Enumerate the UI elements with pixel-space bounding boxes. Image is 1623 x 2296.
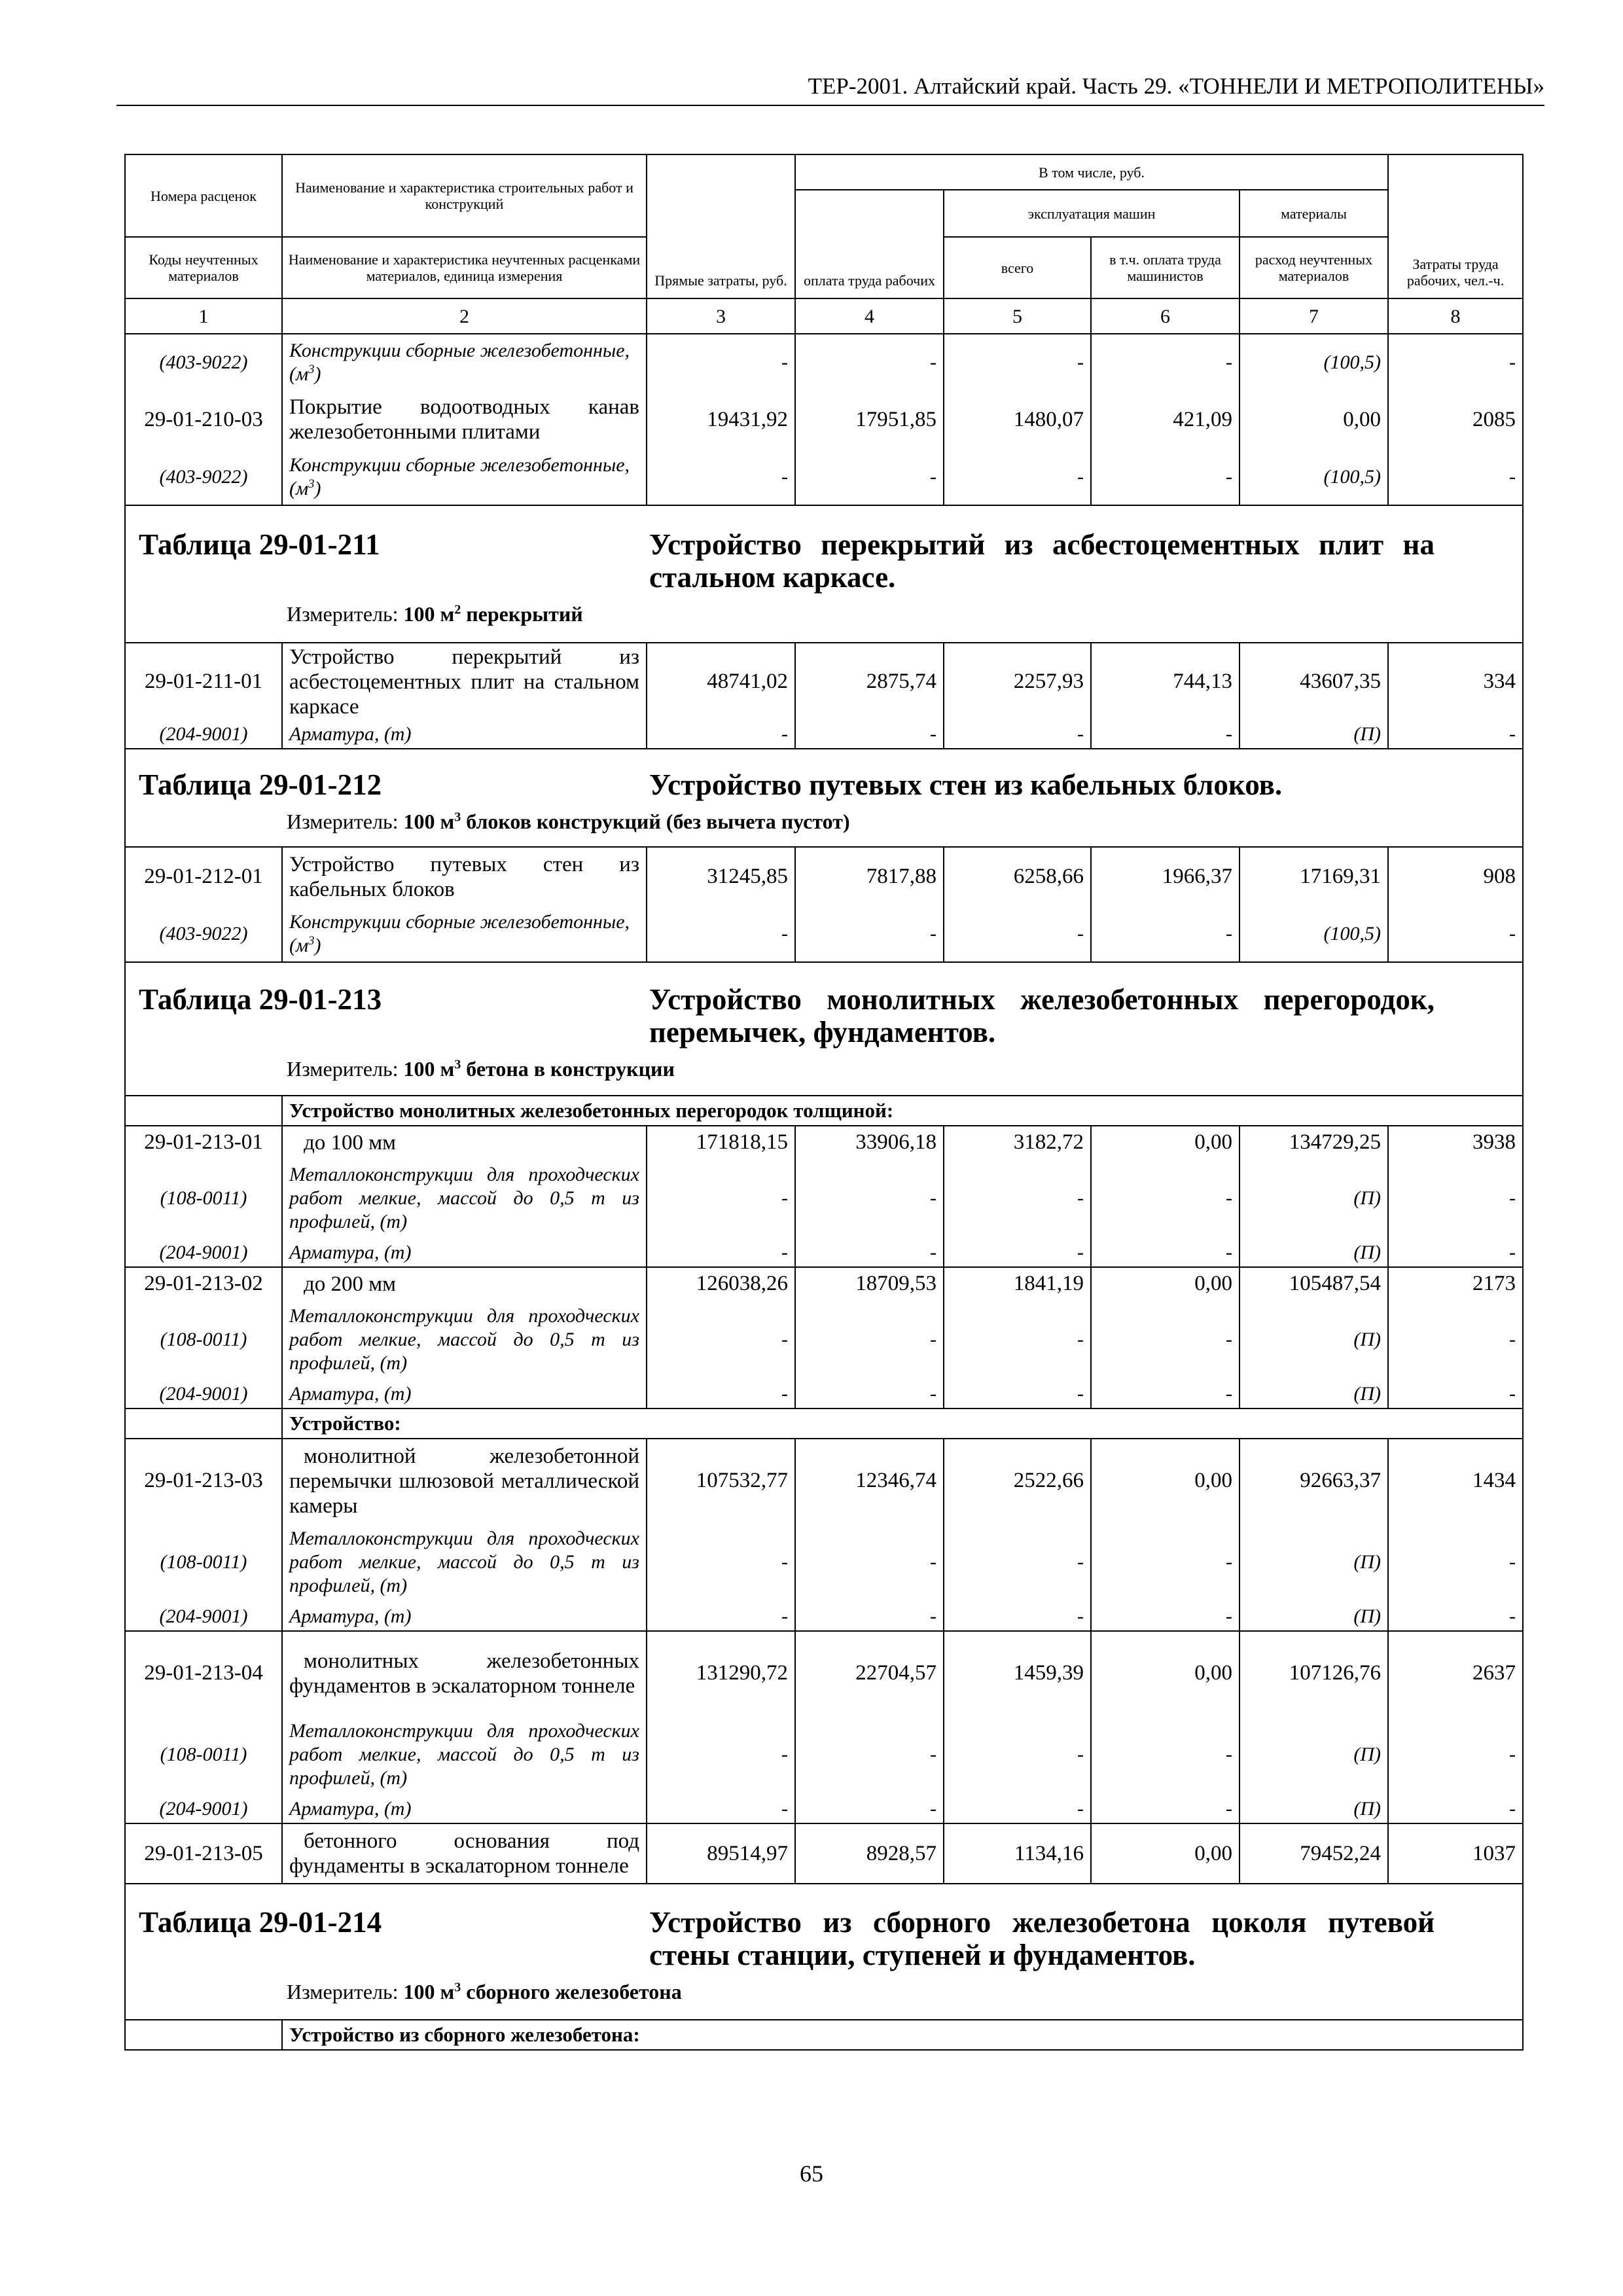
table-heading [125, 749, 1523, 847]
material-consumption: (П) [1240, 1158, 1388, 1238]
material-code: (403-9022) [125, 906, 282, 962]
machinist-pay: 744,13 [1091, 643, 1240, 720]
table-row [125, 390, 1523, 449]
cell-dash: - [944, 906, 1091, 962]
rate-code: 29-01-211-01 [125, 643, 282, 720]
table-number: Таблица 29-01-212 [139, 768, 382, 801]
table-row [125, 847, 1523, 906]
rate-desc: монолитной железобетонной перемычки шлюзовой металлической камеры [282, 1439, 647, 1522]
table-measure: Измеритель: 100 $м^3$ бетона в конструкции [287, 1057, 675, 1081]
labor-hours: 2085 [1388, 390, 1523, 449]
material-row [125, 1602, 1523, 1631]
cell-dash: - [1388, 449, 1523, 505]
materials: 43607,35 [1240, 643, 1388, 720]
rate-code: 29-01-213-05 [125, 1823, 282, 1884]
rate-desc: Устройство путевых стен из кабельных блоков [282, 847, 647, 906]
material-desc: Арматура, (т) [282, 1795, 647, 1823]
direct-costs: 107532,77 [647, 1439, 795, 1522]
machinist-pay: 1966,37 [1091, 847, 1240, 906]
material-consumption: (100,5) [1240, 449, 1388, 505]
cell-dash: - [647, 1522, 795, 1602]
table-heading [125, 1884, 1523, 2020]
header-machines: эксплуатация машин [944, 190, 1240, 237]
direct-costs: 126038,26 [647, 1267, 795, 1300]
cell-dash: - [1388, 1300, 1523, 1380]
material-consumption: (П) [1240, 1602, 1388, 1631]
cell-dash: - [1388, 1380, 1523, 1408]
cell-dash: - [944, 1158, 1091, 1238]
cell-dash: - [1091, 449, 1240, 505]
labor-hours: 334 [1388, 643, 1523, 720]
labor-hours: 2173 [1388, 1267, 1523, 1300]
table-measure: Измеритель: 100 $м^2$ перекрытий [287, 602, 583, 626]
rate-code: 29-01-210-03 [125, 390, 282, 449]
running-head: ТЕР-2001. Алтайский край. Часть 29. «ТОННЕЛИ И МЕТРОПОЛИТЕНЫ» [808, 73, 1544, 99]
machines-total: 6258,66 [944, 847, 1091, 906]
cell-dash: - [944, 1380, 1091, 1408]
cell-dash: - [944, 1602, 1091, 1631]
cell-dash: - [795, 1380, 944, 1408]
rate-desc: монолитных железобетонных фундаментов в эскалаторном тоннеле [282, 1631, 647, 1715]
direct-costs: 31245,85 [647, 847, 795, 906]
material-row [125, 449, 1523, 505]
table-number: Таблица 29-01-211 [139, 528, 380, 561]
cell-dash: - [944, 1715, 1091, 1795]
material-code: (108-0011) [125, 1158, 282, 1238]
cell-dash: - [795, 1158, 944, 1238]
material-code: (204-9001) [125, 1238, 282, 1267]
cell-dash: - [944, 720, 1091, 749]
header-col6: в т.ч. оплата труда машинистов [1091, 237, 1240, 298]
cell-dash: - [944, 1795, 1091, 1823]
rate-desc: бетонного основания под фундаменты в эскалаторном тоннеле [282, 1823, 647, 1884]
table-heading [125, 962, 1523, 1096]
table-title: Устройство путевых стен из кабельных блоков. [649, 768, 1283, 801]
col-number: 8 [1388, 298, 1523, 334]
labor-hours: 1037 [1388, 1823, 1523, 1884]
material-row [125, 1238, 1523, 1267]
material-code: (403-9022) [125, 449, 282, 505]
material-desc: Конструкции сборные железобетонные, $(м^3)$ [282, 449, 647, 505]
labor-hours: 2637 [1388, 1631, 1523, 1715]
subheading-row [125, 2020, 1523, 2050]
cell-dash: - [647, 334, 795, 390]
material-code: (204-9001) [125, 720, 282, 749]
cell-dash: - [944, 449, 1091, 505]
material-desc: Конструкции сборные железобетонные, $(м^3)$ [282, 334, 647, 390]
cell-dash: - [944, 334, 1091, 390]
header-col1-bottom: Коды неучтенных материалов [125, 237, 282, 298]
machines-total: 1134,16 [944, 1823, 1091, 1884]
table-row [125, 643, 1523, 720]
table-measure: Измеритель: 100 $м^3$ сборного железобетона [287, 1980, 682, 2003]
table-row [125, 1267, 1523, 1300]
cell-dash: - [795, 906, 944, 962]
cell-dash: - [795, 449, 944, 505]
cell-dash: - [1388, 906, 1523, 962]
cell-dash: - [795, 1795, 944, 1823]
cell-dash: - [1388, 1715, 1523, 1795]
material-desc: Металлоконструкции для проходческих работ мелкие, массой до 0,5 т из профилей, (т) [282, 1300, 647, 1380]
direct-costs: 19431,92 [647, 390, 795, 449]
direct-costs: 131290,72 [647, 1631, 795, 1715]
cell-dash: - [647, 720, 795, 749]
machinist-pay: 0,00 [1091, 1267, 1240, 1300]
labor-pay: 18709,53 [795, 1267, 944, 1300]
rate-desc: до 100 мм [282, 1126, 647, 1158]
machinist-pay: 0,00 [1091, 1823, 1240, 1884]
material-row [125, 1158, 1523, 1238]
header-col7: расход неучтенных материалов [1240, 237, 1388, 298]
subheading: Устройство монолитных железобетонных перегородок толщиной: [282, 1096, 1523, 1126]
material-consumption: (П) [1240, 1522, 1388, 1602]
materials: 105487,54 [1240, 1267, 1388, 1300]
labor-pay: 8928,57 [795, 1823, 944, 1884]
labor-hours: 3938 [1388, 1126, 1523, 1158]
cell-dash: - [795, 1715, 944, 1795]
page-number: 65 [800, 2161, 823, 2187]
header-col1-top: Номера расценок [125, 154, 282, 237]
machines-total: 1480,07 [944, 390, 1091, 449]
material-desc: Арматура, (т) [282, 720, 647, 749]
cell-dash: - [1388, 1238, 1523, 1267]
cell-dash: - [647, 1795, 795, 1823]
table-title: Устройство перекрытий из асбестоцементных плит на стальном каркасе. [649, 528, 1435, 594]
cell-dash: - [1091, 1300, 1240, 1380]
cell-dash: - [1091, 1238, 1240, 1267]
col-number: 6 [1091, 298, 1240, 334]
header-col4: оплата труда рабочих [795, 190, 944, 298]
rate-code: 29-01-213-04 [125, 1631, 282, 1715]
material-consumption: (100,5) [1240, 334, 1388, 390]
material-row [125, 334, 1523, 390]
material-code: (108-0011) [125, 1300, 282, 1380]
subheading: Устройство из сборного железобетона: [282, 2020, 1523, 2050]
subheading: Устройство: [282, 1408, 1523, 1439]
material-consumption: (П) [1240, 1380, 1388, 1408]
cell-dash: - [1091, 1715, 1240, 1795]
material-desc: Арматура, (т) [282, 1602, 647, 1631]
materials: 107126,76 [1240, 1631, 1388, 1715]
col-number: 5 [944, 298, 1091, 334]
col-number: 7 [1240, 298, 1388, 334]
labor-pay: 17951,85 [795, 390, 944, 449]
labor-hours: 908 [1388, 847, 1523, 906]
header-col2-top: Наименование и характеристика строительных работ и конструкций [282, 154, 647, 237]
table-row [125, 1823, 1523, 1884]
price-table [124, 154, 1524, 2051]
material-consumption: (П) [1240, 1238, 1388, 1267]
table-row [125, 1126, 1523, 1158]
cell-dash: - [647, 1715, 795, 1795]
materials: 17169,31 [1240, 847, 1388, 906]
materials: 134729,25 [1240, 1126, 1388, 1158]
machines-total: 2257,93 [944, 643, 1091, 720]
header-col3: Прямые затраты, руб. [647, 154, 795, 298]
materials: 79452,24 [1240, 1823, 1388, 1884]
machines-total: 1459,39 [944, 1631, 1091, 1715]
table-title: Устройство из сборного железобетона цоколя путевой стены станции, ступеней и фундаментов. [649, 1906, 1435, 1971]
header-rule [116, 105, 1544, 106]
material-consumption: (П) [1240, 1795, 1388, 1823]
cell-dash: - [795, 720, 944, 749]
rate-code: 29-01-213-02 [125, 1267, 282, 1300]
machinist-pay: 421,09 [1091, 390, 1240, 449]
cell-dash: - [1388, 1158, 1523, 1238]
materials: 92663,37 [1240, 1439, 1388, 1522]
machines-total: 1841,19 [944, 1267, 1091, 1300]
table-number: Таблица 29-01-214 [139, 1906, 382, 1939]
col-number: 2 [282, 298, 647, 334]
cell-dash: - [1388, 1795, 1523, 1823]
cell-dash: - [795, 1602, 944, 1631]
material-code: (108-0011) [125, 1715, 282, 1795]
cell-dash: - [944, 1522, 1091, 1602]
cell-dash: - [944, 1300, 1091, 1380]
machines-total: 3182,72 [944, 1126, 1091, 1158]
direct-costs: 171818,15 [647, 1126, 795, 1158]
rate-desc: Покрытие водоотводных канав железобетонными плитами [282, 390, 647, 449]
cell-dash: - [1091, 1380, 1240, 1408]
rate-code: 29-01-213-03 [125, 1439, 282, 1522]
table-number: Таблица 29-01-213 [139, 983, 382, 1016]
cell-dash: - [647, 906, 795, 962]
direct-costs: 89514,97 [647, 1823, 795, 1884]
material-desc: Конструкции сборные железобетонные, $(м^3)$ [282, 906, 647, 962]
cell-dash: - [647, 1602, 795, 1631]
material-code: (108-0011) [125, 1522, 282, 1602]
cell-dash: - [1388, 334, 1523, 390]
cell-dash: - [1091, 334, 1240, 390]
rate-desc: Устройство перекрытий из асбестоцементных плит на стальном каркасе [282, 643, 647, 720]
material-code: (204-9001) [125, 1380, 282, 1408]
cell-dash: - [647, 1238, 795, 1267]
cell-dash: - [1091, 1522, 1240, 1602]
material-row [125, 720, 1523, 749]
machinist-pay: 0,00 [1091, 1126, 1240, 1158]
col-number: 3 [647, 298, 795, 334]
cell-dash: - [647, 1300, 795, 1380]
table-row [125, 1631, 1523, 1715]
cell-dash: - [1388, 1602, 1523, 1631]
table-measure: Измеритель: 100 $м^3$ блоков конструкций (без вычета пустот) [287, 810, 850, 833]
rate-code: 29-01-212-01 [125, 847, 282, 906]
cell-dash: - [647, 1158, 795, 1238]
table-heading [125, 505, 1523, 643]
cell-dash: - [1388, 1522, 1523, 1602]
col-number: 4 [795, 298, 944, 334]
rate-code: 29-01-213-01 [125, 1126, 282, 1158]
material-consumption: (П) [1240, 1300, 1388, 1380]
materials: 0,00 [1240, 390, 1388, 449]
material-desc: Металлоконструкции для проходческих работ мелкие, массой до 0,5 т из профилей, (т) [282, 1715, 647, 1795]
cell-dash: - [944, 1238, 1091, 1267]
material-row [125, 906, 1523, 962]
material-row [125, 1300, 1523, 1380]
material-consumption: (П) [1240, 720, 1388, 749]
material-desc: Металлоконструкции для проходческих работ мелкие, массой до 0,5 т из профилей, (т) [282, 1158, 647, 1238]
cell-dash: - [795, 334, 944, 390]
machinist-pay: 0,00 [1091, 1439, 1240, 1522]
material-row [125, 1715, 1523, 1795]
cell-dash: - [795, 1522, 944, 1602]
subheading-row [125, 1096, 1523, 1126]
material-consumption: (П) [1240, 1715, 1388, 1795]
labor-pay: 2875,74 [795, 643, 944, 720]
cell-dash: - [795, 1238, 944, 1267]
header-col8: Затраты труда рабочих, чел.-ч. [1388, 154, 1523, 298]
labor-hours: 1434 [1388, 1439, 1523, 1522]
material-code: (204-9001) [125, 1602, 282, 1631]
subheading-row [125, 1408, 1523, 1439]
header-materials: материалы [1240, 190, 1388, 237]
material-desc: Металлоконструкции для проходческих работ мелкие, массой до 0,5 т из профилей, (т) [282, 1522, 647, 1602]
material-row [125, 1522, 1523, 1602]
cell-dash: - [1388, 720, 1523, 749]
material-desc: Арматура, (т) [282, 1238, 647, 1267]
cell-dash: - [1091, 906, 1240, 962]
machines-total: 2522,66 [944, 1439, 1091, 1522]
cell-dash: - [1091, 720, 1240, 749]
material-row [125, 1795, 1523, 1823]
labor-pay: 22704,57 [795, 1631, 944, 1715]
rate-desc: до 200 мм [282, 1267, 647, 1300]
cell-dash: - [1091, 1158, 1240, 1238]
header-in-total: В том числе, руб. [795, 154, 1388, 190]
header-col5: всего [944, 237, 1091, 298]
material-code: (204-9001) [125, 1795, 282, 1823]
labor-pay: 33906,18 [795, 1126, 944, 1158]
table-row [125, 1439, 1523, 1522]
header-col2-bottom: Наименование и характеристика неучтенных расценками материалов, единица измерения [282, 237, 647, 298]
cell-dash: - [647, 1380, 795, 1408]
material-code: (403-9022) [125, 334, 282, 390]
cell-dash: - [1091, 1795, 1240, 1823]
material-desc: Арматура, (т) [282, 1380, 647, 1408]
material-consumption: (100,5) [1240, 906, 1388, 962]
machinist-pay: 0,00 [1091, 1631, 1240, 1715]
cell-dash: - [795, 1300, 944, 1380]
col-number: 1 [125, 298, 282, 334]
direct-costs: 48741,02 [647, 643, 795, 720]
cell-dash: - [647, 449, 795, 505]
labor-pay: 7817,88 [795, 847, 944, 906]
table-title: Устройство монолитных железобетонных перегородок, перемычек, фундаментов. [649, 983, 1435, 1049]
cell-dash: - [1091, 1602, 1240, 1631]
labor-pay: 12346,74 [795, 1439, 944, 1522]
material-row [125, 1380, 1523, 1408]
